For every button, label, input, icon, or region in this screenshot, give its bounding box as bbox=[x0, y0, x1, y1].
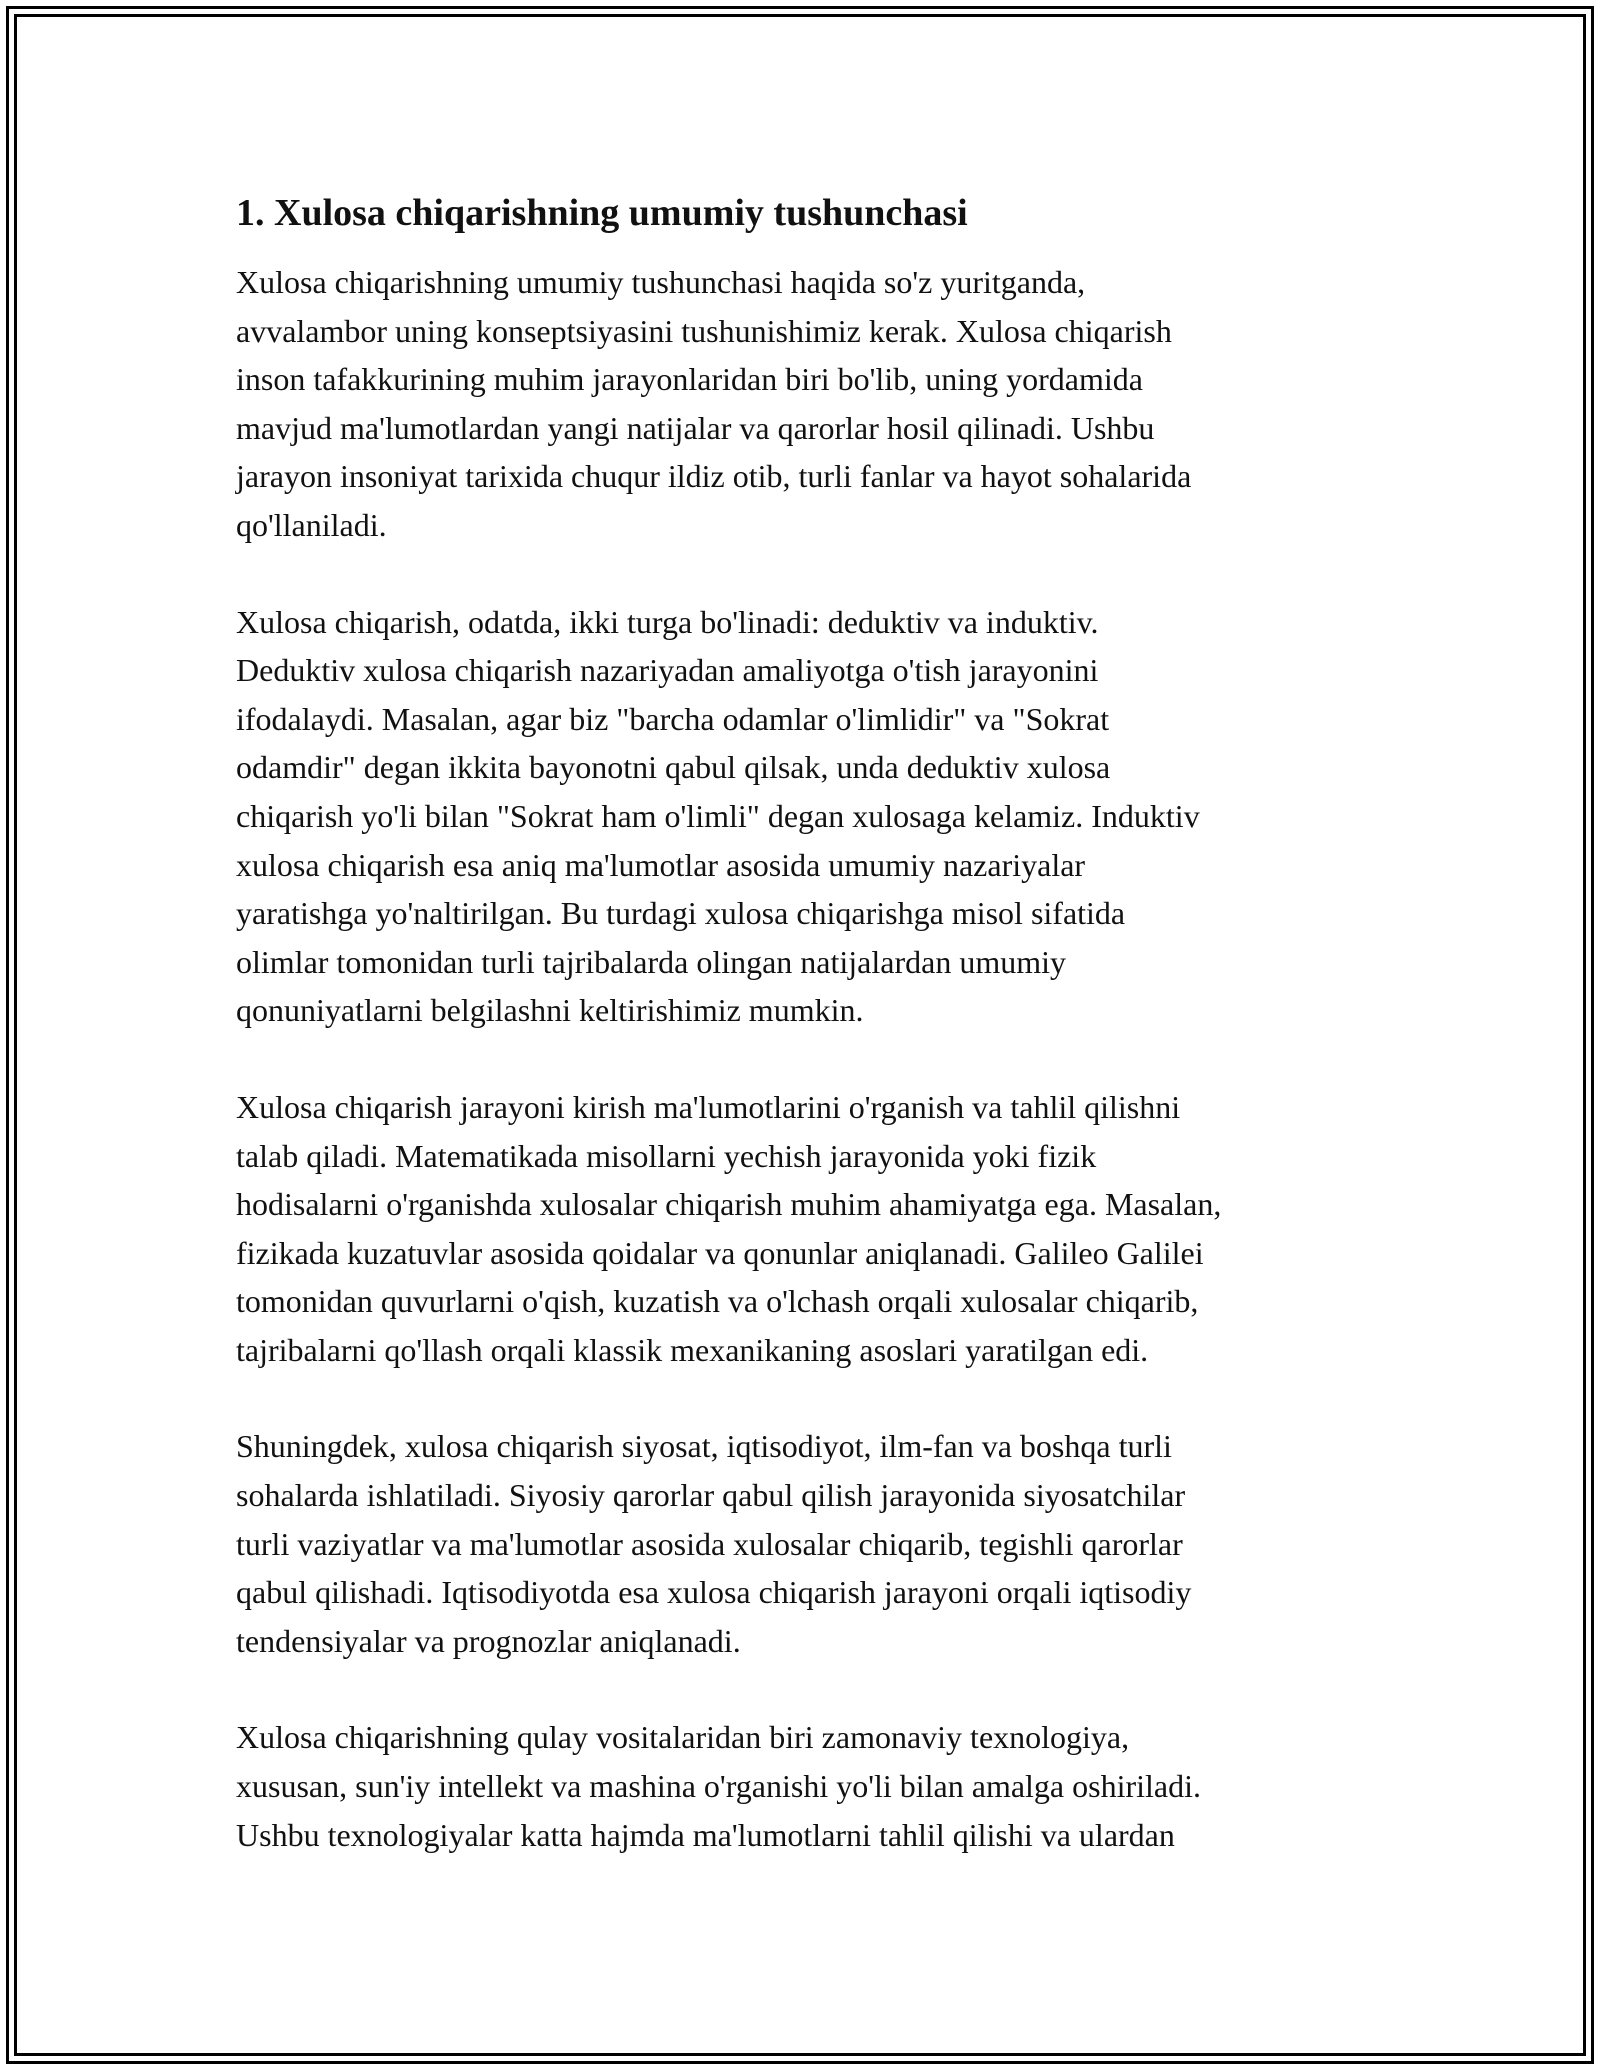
paragraph-line: Shuningdek, xulosa chiqarish siyosat, iqtisodiyot, ilm-fan va boshqa turli bbox=[236, 1428, 1172, 1465]
paragraph-line: odamdir" degan ikkita bayonotni qabul qilsak, unda deduktiv xulosa bbox=[236, 749, 1111, 786]
paragraph bbox=[236, 1713, 1386, 1859]
paragraph-line: turli vaziyatlar va ma'lumotlar asosida xulosalar chiqarib, tegishli qarorlar bbox=[236, 1525, 1183, 1562]
paragraph-line: sohalarda ishlatiladi. Siyosiy qarorlar qabul qilish jarayonida siyosatchilar bbox=[236, 1477, 1186, 1514]
paragraph-line: chiqarish yo'li bilan "Sokrat ham o'limli" degan xulosaga kelamiz. Induktiv bbox=[236, 797, 1200, 834]
paragraph-line: qonuniyatlarni belgilashni keltirishimiz mumkin. bbox=[236, 992, 864, 1029]
paragraph-line: xulosa chiqarish esa aniq ma'lumotlar asosida umumiy nazariyalar bbox=[236, 846, 1086, 883]
paragraph-line: jarayon insoniyat tarixida chuqur ildiz otib, turli fanlar va hayot sohalarida bbox=[236, 458, 1192, 495]
paragraph-line: qabul qilishadi. Iqtisodiyotda esa xulosa chiqarish jarayoni orqali iqtisodiy bbox=[236, 1574, 1192, 1611]
paragraph bbox=[236, 258, 1386, 550]
paragraph-line: tendensiyalar va prognozlar aniqlanadi. bbox=[236, 1622, 741, 1659]
paragraph-line: Xulosa chiqarish jarayoni kirish ma'lumotlarini o'rganish va tahlil qilishni bbox=[236, 1088, 1181, 1125]
paragraph-line: tajribalarni qo'llash orqali klassik mexanikaning asoslari yaratilgan edi. bbox=[236, 1331, 1149, 1368]
paragraph-line: mavjud ma'lumotlardan yangi natijalar va qarorlar hosil qilinadi. Ushbu bbox=[236, 409, 1155, 446]
paragraph bbox=[236, 1422, 1386, 1665]
document-body bbox=[236, 186, 1386, 1907]
paragraph-line: xususan, sun'iy intellekt va mashina o'rganishi yo'li bilan amalga oshiriladi. bbox=[236, 1768, 1201, 1805]
paragraph-line: olimlar tomonidan turli tajribalarda olingan natijalardan umumiy bbox=[236, 943, 1066, 980]
paragraph-line: yaratishga yo'naltirilgan. Bu turdagi xulosa chiqarishga misol sifatida bbox=[236, 895, 1126, 932]
paragraph-line: ifodalaydi. Masalan, agar biz "barcha odamlar o'limlidir" va "Sokrat bbox=[236, 700, 1110, 737]
paragraph-line: hodisalarni o'rganishda xulosalar chiqarish muhim ahamiyatga ega. Masalan, bbox=[236, 1186, 1222, 1223]
paragraph-line: Xulosa chiqarishning umumiy tushunchasi haqida so'z yuritganda, bbox=[236, 264, 1086, 300]
section-heading: 1. Xulosa chiqarishning umumiy tushunchasi bbox=[236, 192, 968, 234]
paragraph-line: inson tafakkurining muhim jarayonlaridan biri bo'lib, uning yordamida bbox=[236, 361, 1143, 398]
paragraph-line: fizikada kuzatuvlar asosida qoidalar va qonunlar aniqlanadi. Galileo Galilei bbox=[236, 1234, 1204, 1271]
paragraph-line: avvalambor uning konseptsiyasini tushunishimiz kerak. Xulosa chiqarish bbox=[236, 312, 1172, 349]
paragraph-list bbox=[236, 258, 1386, 1859]
paragraph-line: talab qiladi. Matematikada misollarni yechish jarayonida yoki fizik bbox=[236, 1137, 1097, 1174]
paragraph-line: Ushbu texnologiyalar katta hajmda ma'lumotlarni tahlil qilishi va ulardan bbox=[236, 1816, 1175, 1853]
paragraph-line: tomonidan quvurlarni o'qish, kuzatish va o'lchash orqali xulosalar chiqarib, bbox=[236, 1283, 1199, 1320]
paragraph-line: qo'llaniladi. bbox=[236, 506, 387, 543]
paragraph-line: Deduktiv xulosa chiqarish nazariyadan amaliyotga o'tish jarayonini bbox=[236, 652, 1099, 689]
paragraph bbox=[236, 598, 1386, 1035]
paragraph-line: Xulosa chiqarish, odatda, ikki turga bo'linadi: deduktiv va induktiv. bbox=[236, 603, 1099, 640]
paragraph bbox=[236, 1083, 1386, 1375]
paragraph-line: Xulosa chiqarishning qulay vositalaridan biri zamonaviy texnologiya, bbox=[236, 1719, 1130, 1756]
